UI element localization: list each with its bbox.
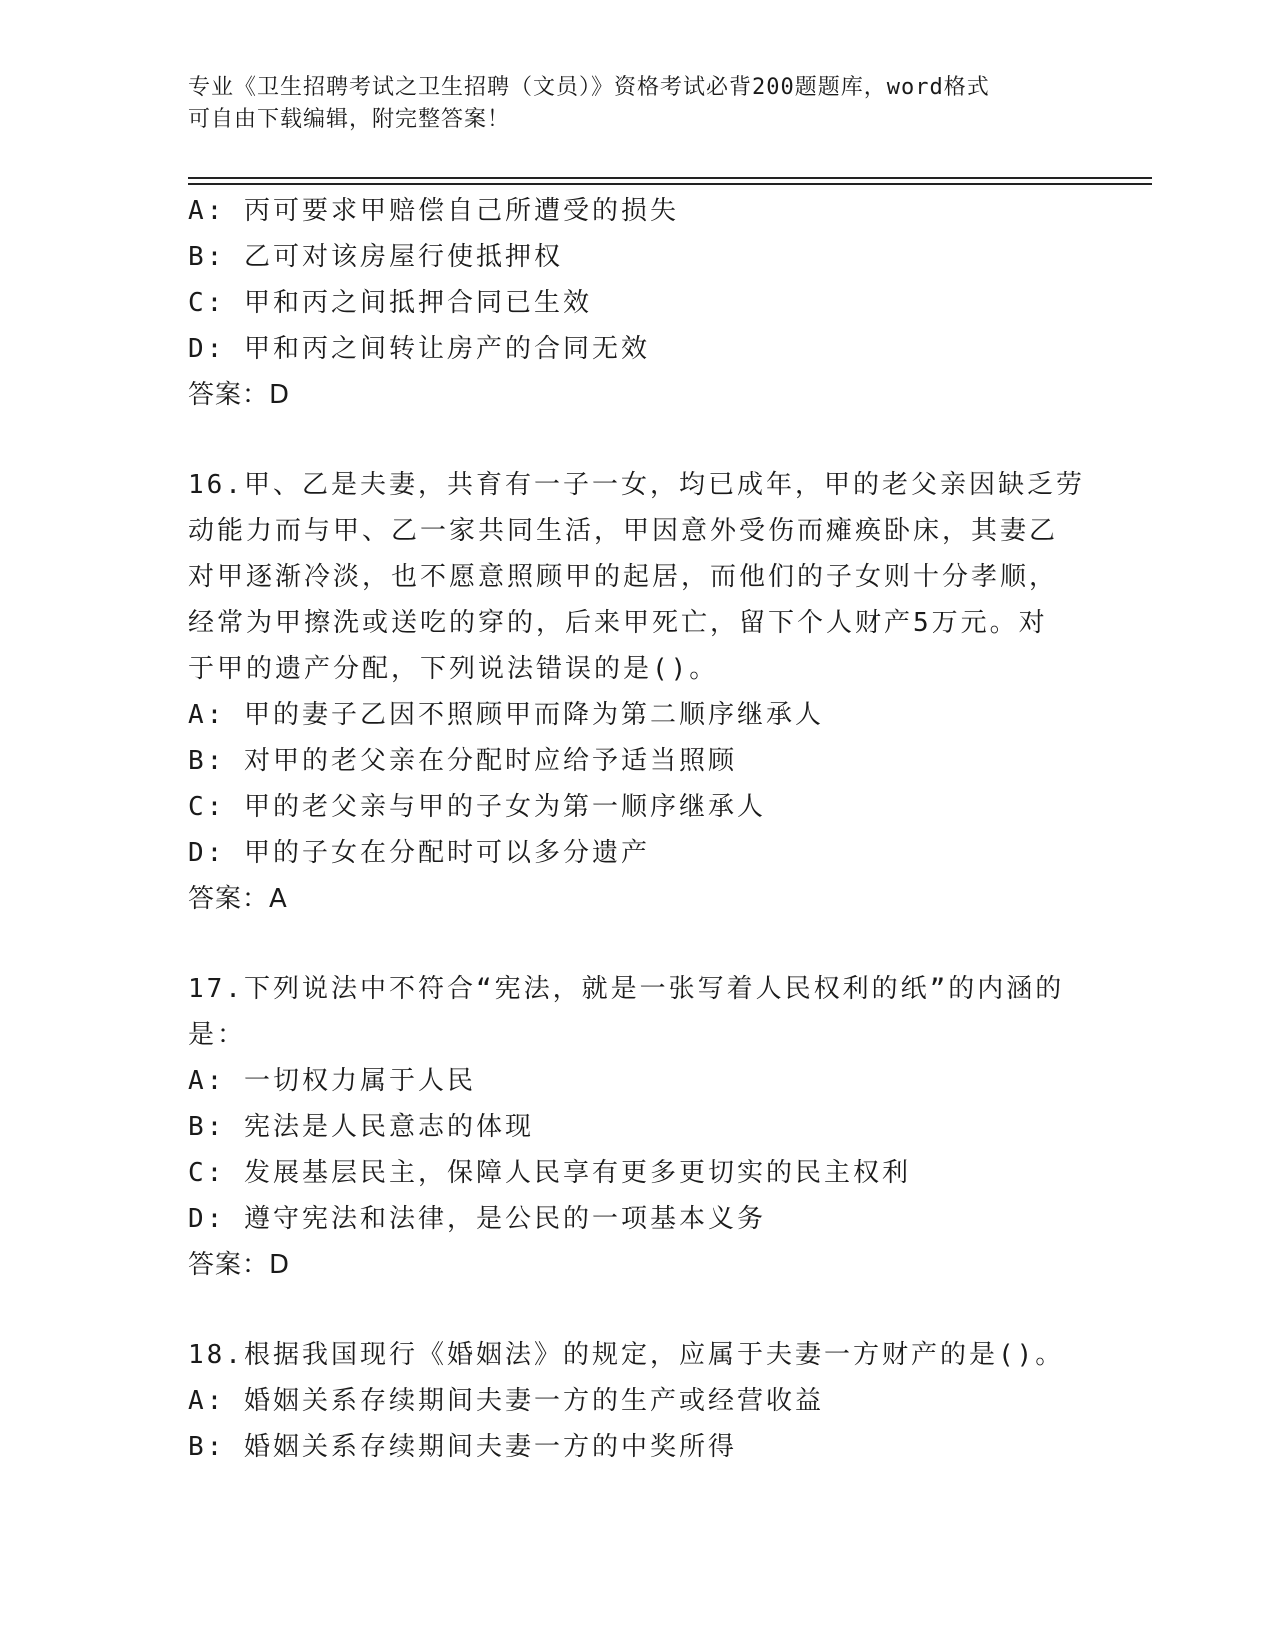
option-d: D: 甲的子女在分配时可以多分遗产 [188,838,650,868]
document-header [188,72,1088,136]
option-b: B: 乙可对该房屋行使抵押权 [188,242,563,272]
option-b: B: 婚姻关系存续期间夫妻一方的中奖所得 [188,1432,737,1462]
question-stem-line: 动能力而与甲、乙一家共同生活，甲因意外受伤而瘫痪卧床，其妻乙 [188,516,1059,546]
question-stem-line: 17.下列说法中不符合“宪法，就是一张写着人民权利的纸”的内涵的 [188,974,1065,1004]
option-c: C: 发展基层民主，保障人民享有更多更切实的民主权利 [188,1158,911,1188]
spacer [188,418,1088,462]
question-18 [188,1332,1088,1470]
question-stem-line: 16.甲、乙是夫妻，共育有一子一女，均已成年，甲的老父亲因缺乏劳 [188,470,1085,500]
answer-line: 答案：D [188,1250,291,1280]
option-c: C: 甲的老父亲与甲的子女为第一顺序继承人 [188,792,766,822]
spacer [188,1288,1088,1332]
option-b: B: 对甲的老父亲在分配时应给予适当照顾 [188,746,737,776]
option-a: A: 丙可要求甲赔偿自己所遭受的损失 [188,196,679,226]
spacer [188,922,1088,966]
option-d: D: 遵守宪法和法律，是公民的一项基本义务 [188,1204,766,1234]
question-15-continued [188,188,1088,418]
option-a: A: 婚姻关系存续期间夫妻一方的生产或经营收益 [188,1386,824,1416]
answer-line: 答案：A [188,884,288,914]
option-d: D: 甲和丙之间转让房产的合同无效 [188,334,650,364]
question-stem-line: 18.根据我国现行《婚姻法》的规定，应属于夫妻一方财产的是()。 [188,1340,1065,1370]
question-stem-line: 是： [188,1020,247,1050]
option-c: C: 甲和丙之间抵押合同已生效 [188,288,592,318]
question-stem-line: 于甲的遗产分配，下列说法错误的是()。 [188,654,719,684]
question-17 [188,966,1088,1288]
question-stem-line: 对甲逐渐冷淡，也不愿意照顾甲的起居，而他们的子女则十分孝顺， [188,562,1059,592]
header-title-line-1: 专业《卫生招聘考试之卫生招聘（文员）》资格考试必背200题题库，word格式 [188,75,990,100]
answer-line: 答案：D [188,380,291,410]
header-title-line-2: 可自由下载编辑，附完整答案！ [188,107,511,132]
option-a: A: 一切权力属于人民 [188,1066,476,1096]
option-b: B: 宪法是人民意志的体现 [188,1112,534,1142]
option-a: A: 甲的妻子乙因不照顾甲而降为第二顺序继承人 [188,700,824,730]
question-stem-line: 经常为甲擦洗或送吃的穿的，后来甲死亡，留下个人财产5万元。对 [188,608,1048,638]
question-list [188,188,1088,1470]
header-divider-top [188,177,1152,179]
question-16 [188,462,1088,922]
header-divider-bottom [188,183,1152,185]
